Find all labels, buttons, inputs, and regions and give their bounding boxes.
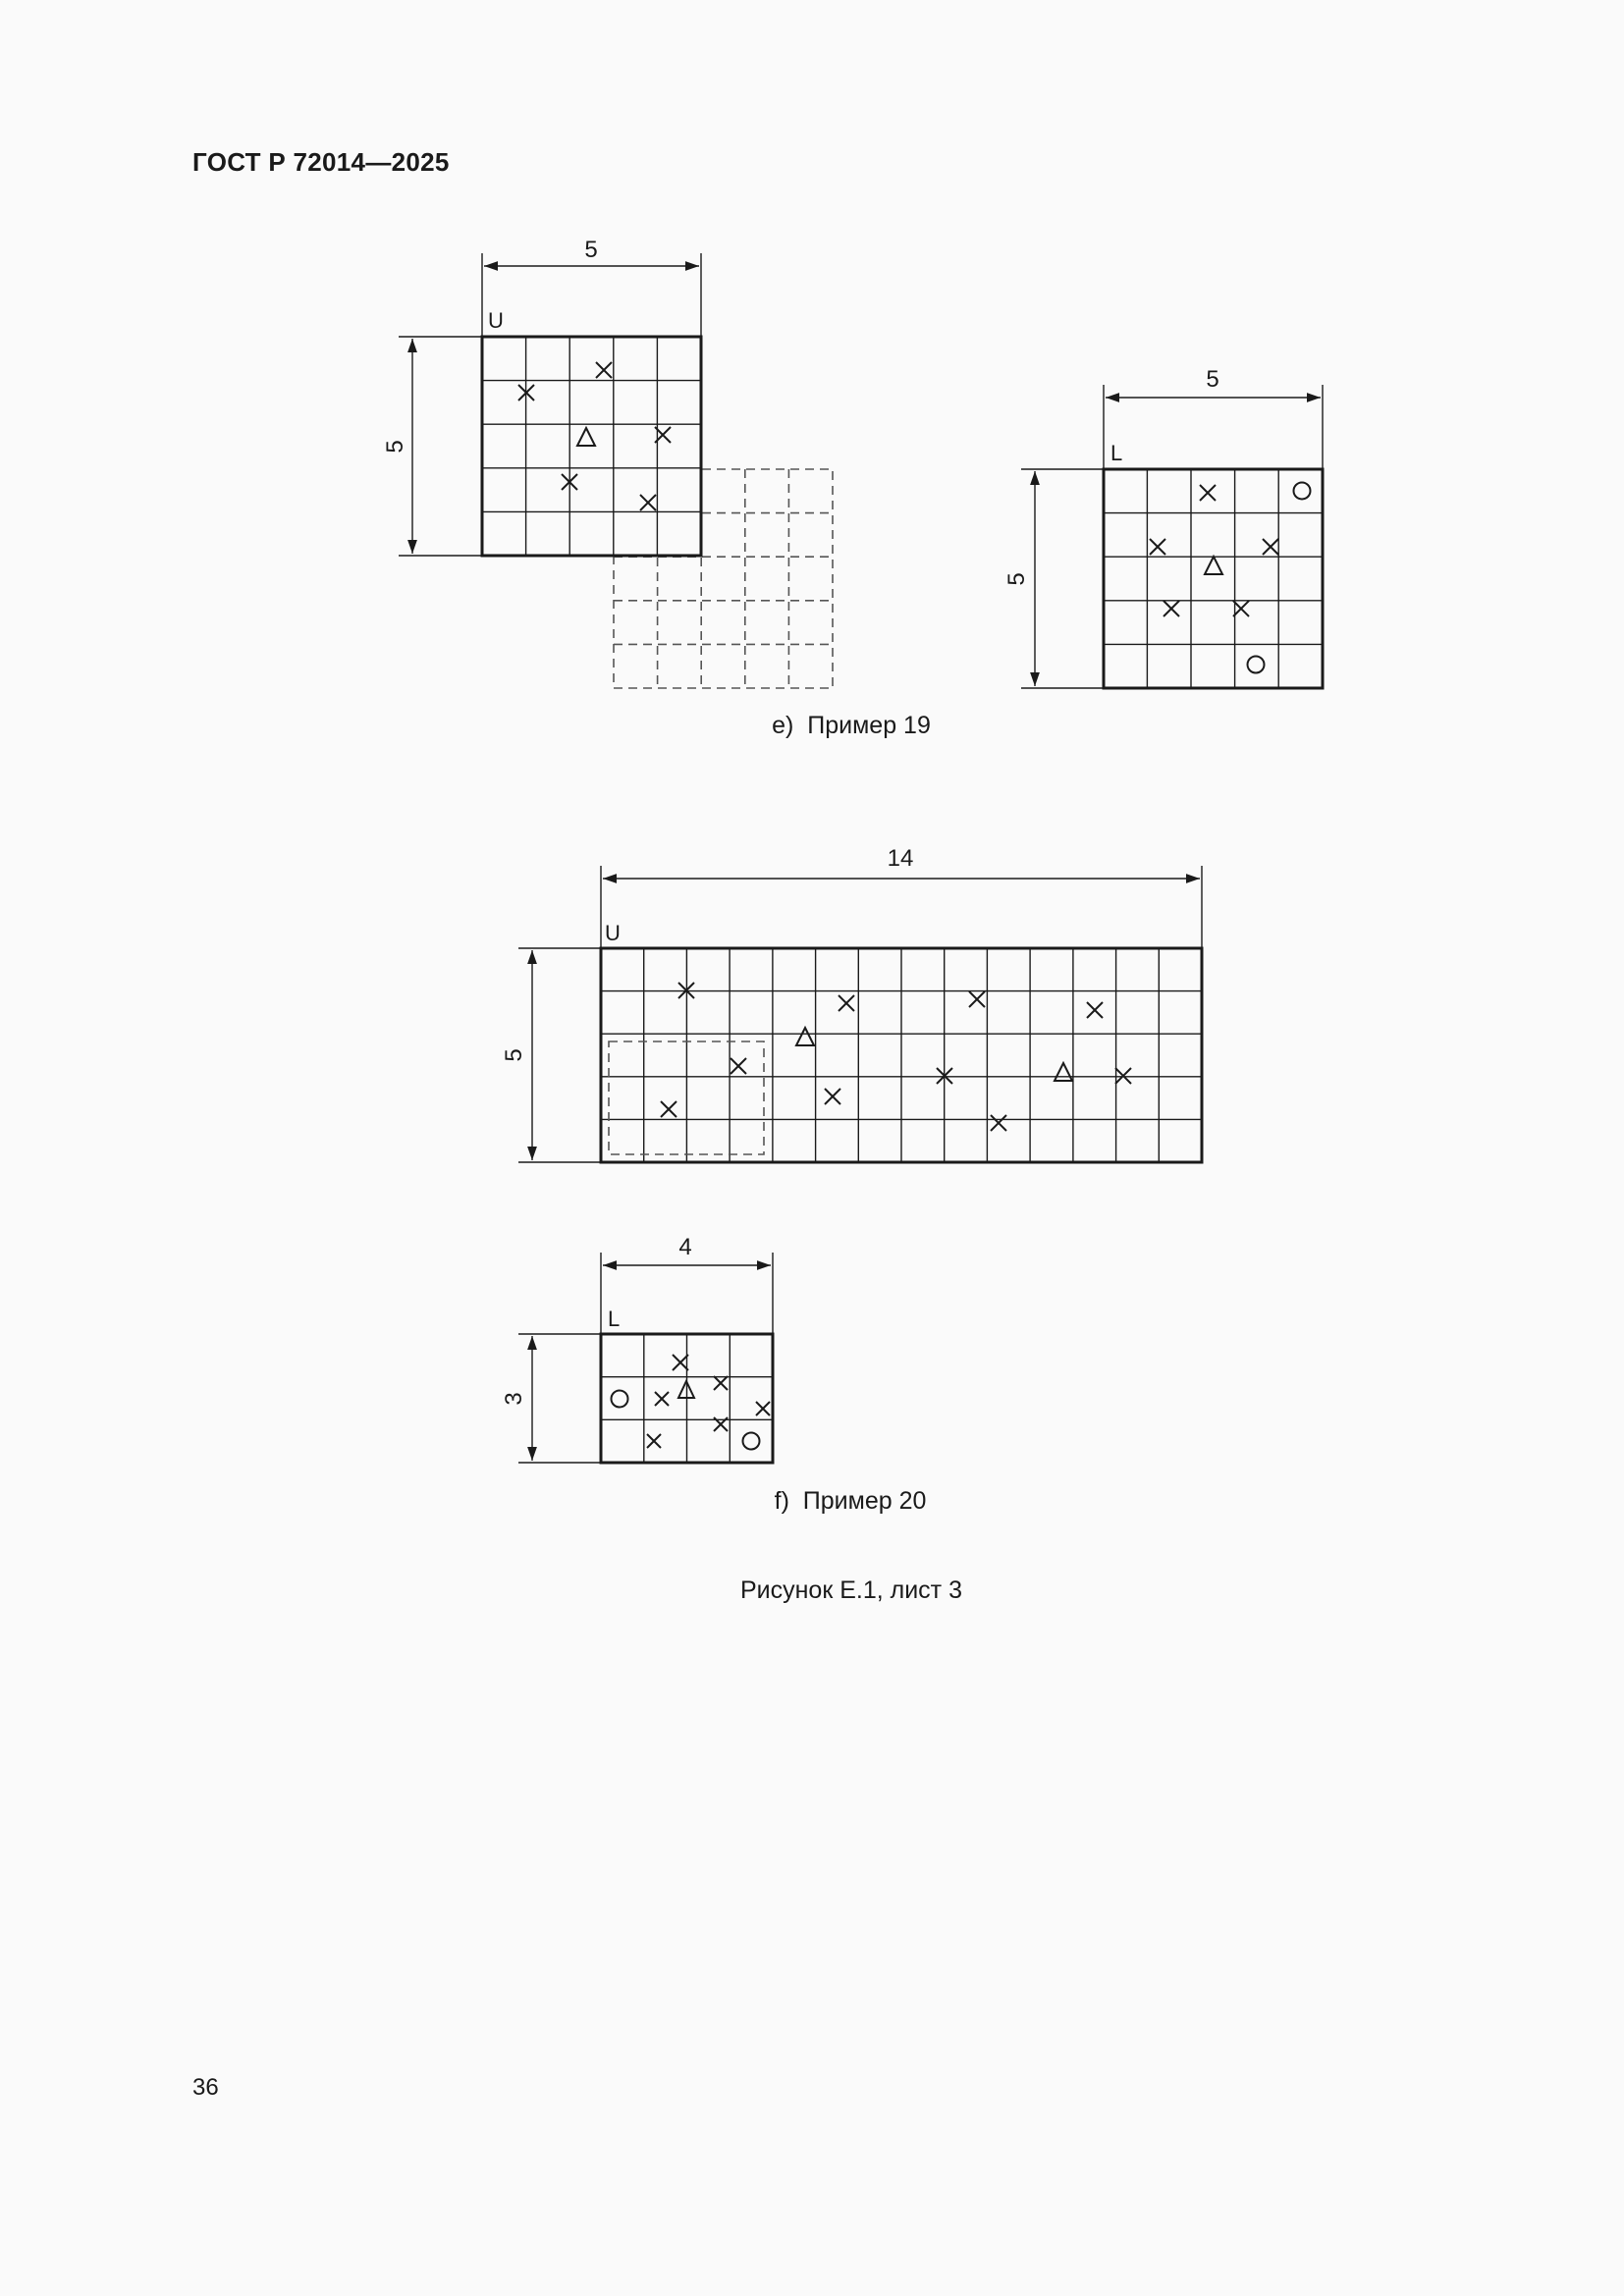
example-19 (382, 237, 1323, 739)
circle-mark (1294, 483, 1311, 500)
cross-mark (661, 1101, 677, 1117)
cross-mark (1233, 601, 1249, 616)
example-19-grid-u (382, 237, 833, 688)
example-20 (501, 845, 1202, 1515)
cross-mark (673, 1355, 688, 1370)
cross-mark (731, 1058, 746, 1074)
figure-caption: Рисунок Е.1, лист 3 (739, 1576, 963, 1604)
cross-mark (1164, 601, 1179, 616)
width-dimension-label: 5 (584, 237, 598, 263)
height-dimension-label: 5 (382, 440, 408, 454)
width-dimension-label: 4 (678, 1234, 692, 1260)
cross-marks (647, 1355, 770, 1448)
cross-mark (1087, 1002, 1103, 1018)
example-19-grid-l (1003, 366, 1323, 688)
corner-label-u: U (605, 921, 621, 945)
circle-mark (1248, 657, 1265, 673)
triangle-mark (796, 1028, 814, 1045)
document-header: ГОСТ Р 72014—2025 (192, 147, 450, 177)
example-20-grid-u (501, 845, 1202, 1162)
circle-mark (612, 1391, 628, 1408)
cross-mark (655, 1392, 669, 1406)
triangle-mark (1055, 1063, 1072, 1081)
cross-mark (756, 1402, 770, 1415)
cross-mark (714, 1376, 728, 1390)
cross-mark (991, 1115, 1006, 1131)
cross-mark (969, 991, 985, 1007)
corner-label-l: L (1110, 441, 1123, 465)
cross-marks (1150, 485, 1278, 616)
grid-outline (1104, 469, 1323, 688)
example-19-caption: e) Пример 19 (772, 712, 931, 739)
cross-mark (1115, 1068, 1131, 1084)
cross-mark (1200, 485, 1216, 501)
triangle-mark (1205, 557, 1222, 574)
example-20-grid-l (501, 1234, 773, 1463)
height-dimension-label: 3 (501, 1392, 527, 1406)
cross-mark (647, 1434, 661, 1448)
height-dimension-label: 5 (501, 1048, 527, 1062)
corner-label-l: L (608, 1307, 621, 1331)
cross-marks (661, 983, 1131, 1131)
cross-mark (839, 995, 854, 1011)
cross-mark (1263, 539, 1278, 555)
circle-mark (743, 1433, 760, 1450)
width-dimension-label: 14 (887, 845, 914, 872)
corner-label-u: U (488, 308, 504, 333)
page-number: 36 (192, 2074, 219, 2101)
width-dimension-label: 5 (1206, 366, 1219, 393)
cross-mark (825, 1089, 840, 1104)
height-dimension-label: 5 (1003, 572, 1030, 586)
cross-mark (1150, 539, 1165, 555)
example-20-caption: f) Пример 20 (774, 1487, 927, 1515)
